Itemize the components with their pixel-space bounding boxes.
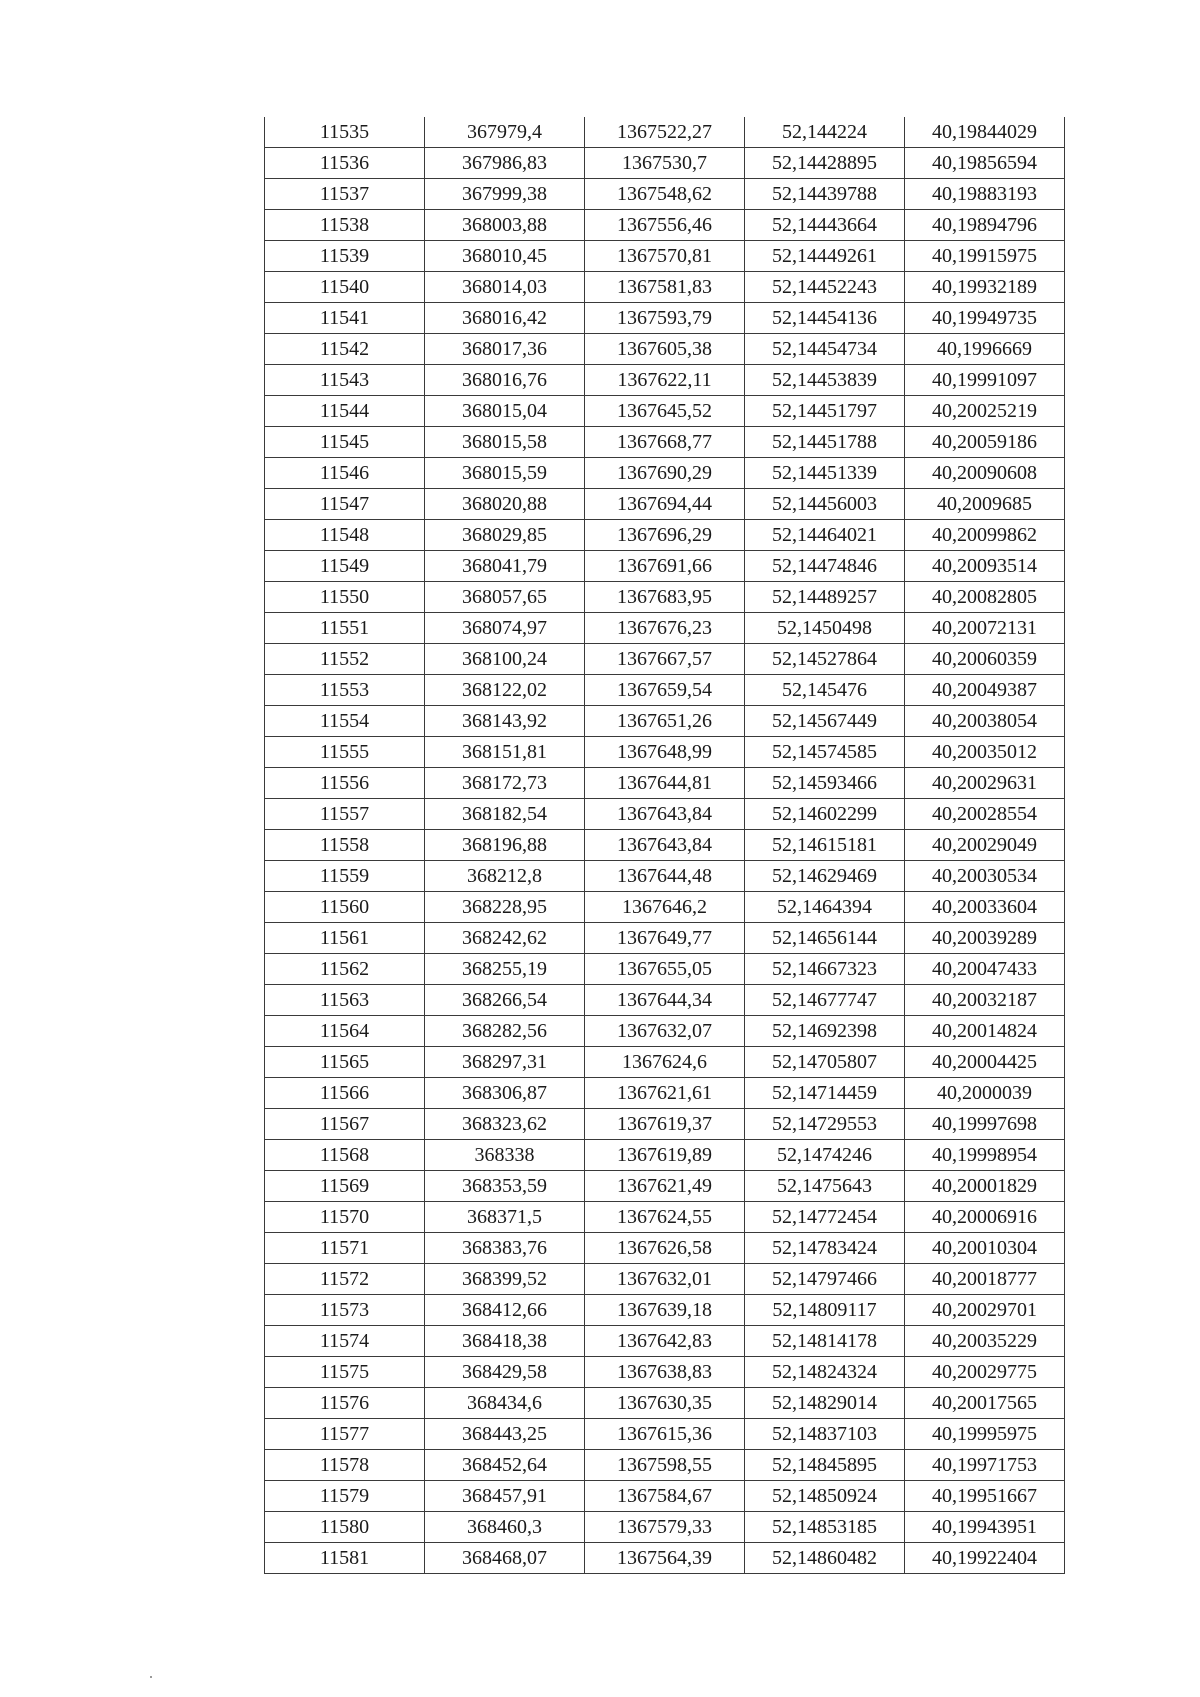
- point-number-cell: 11546: [265, 458, 425, 489]
- y-coordinate-cell: 1367643,84: [585, 830, 745, 861]
- longitude-cell: 40,20029701: [905, 1295, 1065, 1326]
- x-coordinate-cell: 368371,5: [425, 1202, 585, 1233]
- longitude-cell: 40,20049387: [905, 675, 1065, 706]
- x-coordinate-cell: 368212,8: [425, 861, 585, 892]
- point-number-cell: 11580: [265, 1512, 425, 1543]
- point-number-cell: 11541: [265, 303, 425, 334]
- point-number-cell: 11550: [265, 582, 425, 613]
- table-row: [265, 303, 1065, 334]
- latitude-cell: 52,14850924: [745, 1481, 905, 1512]
- latitude-cell: 52,14451788: [745, 427, 905, 458]
- table-row: [265, 954, 1065, 985]
- point-number-cell: 11581: [265, 1543, 425, 1574]
- table-row: [265, 613, 1065, 644]
- table-row: [265, 1047, 1065, 1078]
- latitude-cell: 52,14824324: [745, 1357, 905, 1388]
- point-number-cell: 11571: [265, 1233, 425, 1264]
- latitude-cell: 52,14489257: [745, 582, 905, 613]
- latitude-cell: 52,14714459: [745, 1078, 905, 1109]
- latitude-cell: 52,14860482: [745, 1543, 905, 1574]
- y-coordinate-cell: 1367639,18: [585, 1295, 745, 1326]
- point-number-cell: 11540: [265, 272, 425, 303]
- point-number-cell: 11565: [265, 1047, 425, 1078]
- x-coordinate-cell: 368010,45: [425, 241, 585, 272]
- point-number-cell: 11543: [265, 365, 425, 396]
- longitude-cell: 40,20099862: [905, 520, 1065, 551]
- latitude-cell: 52,14443664: [745, 210, 905, 241]
- table-row: [265, 210, 1065, 241]
- y-coordinate-cell: 1367622,11: [585, 365, 745, 396]
- x-coordinate-cell: 368282,56: [425, 1016, 585, 1047]
- y-coordinate-cell: 1367548,62: [585, 179, 745, 210]
- y-coordinate-cell: 1367644,34: [585, 985, 745, 1016]
- longitude-cell: 40,20032187: [905, 985, 1065, 1016]
- table-row: [265, 830, 1065, 861]
- point-number-cell: 11552: [265, 644, 425, 675]
- latitude-cell: 52,14428895: [745, 148, 905, 179]
- table-row: [265, 1481, 1065, 1512]
- x-coordinate-cell: 368015,58: [425, 427, 585, 458]
- longitude-cell: 40,20035012: [905, 737, 1065, 768]
- y-coordinate-cell: 1367593,79: [585, 303, 745, 334]
- longitude-cell: 40,19943951: [905, 1512, 1065, 1543]
- longitude-cell: 40,19949735: [905, 303, 1065, 334]
- table-row: [265, 737, 1065, 768]
- x-coordinate-cell: 368016,76: [425, 365, 585, 396]
- table-row: [265, 1078, 1065, 1109]
- table-row: [265, 1326, 1065, 1357]
- y-coordinate-cell: 1367579,33: [585, 1512, 745, 1543]
- point-number-cell: 11558: [265, 830, 425, 861]
- latitude-cell: 52,14454734: [745, 334, 905, 365]
- y-coordinate-cell: 1367648,99: [585, 737, 745, 768]
- x-coordinate-cell: 368015,59: [425, 458, 585, 489]
- latitude-cell: 52,14667323: [745, 954, 905, 985]
- x-coordinate-cell: 368266,54: [425, 985, 585, 1016]
- table-row: [265, 923, 1065, 954]
- latitude-cell: 52,14456003: [745, 489, 905, 520]
- table-row: [265, 1543, 1065, 1574]
- point-number-cell: 11560: [265, 892, 425, 923]
- x-coordinate-cell: 368460,3: [425, 1512, 585, 1543]
- latitude-cell: 52,14453839: [745, 365, 905, 396]
- point-number-cell: 11577: [265, 1419, 425, 1450]
- point-number-cell: 11563: [265, 985, 425, 1016]
- longitude-cell: 40,20029775: [905, 1357, 1065, 1388]
- table-row: [265, 1512, 1065, 1543]
- longitude-cell: 40,20047433: [905, 954, 1065, 985]
- point-number-cell: 11556: [265, 768, 425, 799]
- point-number-cell: 11557: [265, 799, 425, 830]
- point-number-cell: 11561: [265, 923, 425, 954]
- longitude-cell: 40,20029631: [905, 768, 1065, 799]
- longitude-cell: 40,20038054: [905, 706, 1065, 737]
- latitude-cell: 52,14593466: [745, 768, 905, 799]
- latitude-cell: 52,14439788: [745, 179, 905, 210]
- table-row: [265, 1264, 1065, 1295]
- y-coordinate-cell: 1367644,81: [585, 768, 745, 799]
- longitude-cell: 40,20010304: [905, 1233, 1065, 1264]
- table-row: [265, 551, 1065, 582]
- point-number-cell: 11562: [265, 954, 425, 985]
- point-number-cell: 11576: [265, 1388, 425, 1419]
- longitude-cell: 40,20072131: [905, 613, 1065, 644]
- table-row: [265, 582, 1065, 613]
- y-coordinate-cell: 1367668,77: [585, 427, 745, 458]
- y-coordinate-cell: 1367530,7: [585, 148, 745, 179]
- table-row: [265, 520, 1065, 551]
- y-coordinate-cell: 1367655,05: [585, 954, 745, 985]
- point-number-cell: 11574: [265, 1326, 425, 1357]
- x-coordinate-cell: 368434,6: [425, 1388, 585, 1419]
- y-coordinate-cell: 1367694,44: [585, 489, 745, 520]
- x-coordinate-cell: 368016,42: [425, 303, 585, 334]
- x-coordinate-cell: 368457,91: [425, 1481, 585, 1512]
- y-coordinate-cell: 1367564,39: [585, 1543, 745, 1574]
- longitude-cell: 40,20059186: [905, 427, 1065, 458]
- x-coordinate-cell: 368057,65: [425, 582, 585, 613]
- y-coordinate-cell: 1367676,23: [585, 613, 745, 644]
- point-number-cell: 11548: [265, 520, 425, 551]
- point-number-cell: 11547: [265, 489, 425, 520]
- y-coordinate-cell: 1367649,77: [585, 923, 745, 954]
- longitude-cell: 40,19971753: [905, 1450, 1065, 1481]
- y-coordinate-cell: 1367644,48: [585, 861, 745, 892]
- latitude-cell: 52,14692398: [745, 1016, 905, 1047]
- point-number-cell: 11568: [265, 1140, 425, 1171]
- table-row: [265, 427, 1065, 458]
- latitude-cell: 52,14814178: [745, 1326, 905, 1357]
- y-coordinate-cell: 1367626,58: [585, 1233, 745, 1264]
- point-number-cell: 11575: [265, 1357, 425, 1388]
- x-coordinate-cell: 368074,97: [425, 613, 585, 644]
- latitude-cell: 52,14474846: [745, 551, 905, 582]
- x-coordinate-cell: 368297,31: [425, 1047, 585, 1078]
- y-coordinate-cell: 1367598,55: [585, 1450, 745, 1481]
- x-coordinate-cell: 368015,04: [425, 396, 585, 427]
- longitude-cell: 40,19932189: [905, 272, 1065, 303]
- latitude-cell: 52,145476: [745, 675, 905, 706]
- latitude-cell: 52,14451797: [745, 396, 905, 427]
- latitude-cell: 52,1474246: [745, 1140, 905, 1171]
- point-number-cell: 11567: [265, 1109, 425, 1140]
- table-row: [265, 1140, 1065, 1171]
- y-coordinate-cell: 1367556,46: [585, 210, 745, 241]
- table-row: [265, 1419, 1065, 1450]
- table-row: [265, 179, 1065, 210]
- longitude-cell: 40,20004425: [905, 1047, 1065, 1078]
- point-number-cell: 11559: [265, 861, 425, 892]
- longitude-cell: 40,1996669: [905, 334, 1065, 365]
- latitude-cell: 52,14452243: [745, 272, 905, 303]
- latitude-cell: 52,14574585: [745, 737, 905, 768]
- y-coordinate-cell: 1367619,89: [585, 1140, 745, 1171]
- y-coordinate-cell: 1367632,01: [585, 1264, 745, 1295]
- longitude-cell: 40,19894796: [905, 210, 1065, 241]
- longitude-cell: 40,19995975: [905, 1419, 1065, 1450]
- y-coordinate-cell: 1367646,2: [585, 892, 745, 923]
- table-row: [265, 458, 1065, 489]
- longitude-cell: 40,20082805: [905, 582, 1065, 613]
- latitude-cell: 52,14615181: [745, 830, 905, 861]
- longitude-cell: 40,20014824: [905, 1016, 1065, 1047]
- point-number-cell: 11553: [265, 675, 425, 706]
- table-row: [265, 1016, 1065, 1047]
- y-coordinate-cell: 1367584,67: [585, 1481, 745, 1512]
- longitude-cell: 40,19915975: [905, 241, 1065, 272]
- x-coordinate-cell: 368443,25: [425, 1419, 585, 1450]
- x-coordinate-cell: 368228,95: [425, 892, 585, 923]
- y-coordinate-cell: 1367615,36: [585, 1419, 745, 1450]
- x-coordinate-cell: 368383,76: [425, 1233, 585, 1264]
- y-coordinate-cell: 1367643,84: [585, 799, 745, 830]
- table-row: [265, 117, 1065, 148]
- x-coordinate-cell: 368020,88: [425, 489, 585, 520]
- y-coordinate-cell: 1367522,27: [585, 117, 745, 148]
- longitude-cell: 40,20093514: [905, 551, 1065, 582]
- longitude-cell: 40,20029049: [905, 830, 1065, 861]
- longitude-cell: 40,2000039: [905, 1078, 1065, 1109]
- point-number-cell: 11542: [265, 334, 425, 365]
- point-number-cell: 11570: [265, 1202, 425, 1233]
- longitude-cell: 40,20033604: [905, 892, 1065, 923]
- x-coordinate-cell: 368452,64: [425, 1450, 585, 1481]
- y-coordinate-cell: 1367667,57: [585, 644, 745, 675]
- latitude-cell: 52,14677747: [745, 985, 905, 1016]
- scan-speck: [150, 1676, 152, 1678]
- point-number-cell: 11549: [265, 551, 425, 582]
- longitude-cell: 40,20030534: [905, 861, 1065, 892]
- x-coordinate-cell: 368143,92: [425, 706, 585, 737]
- point-number-cell: 11551: [265, 613, 425, 644]
- latitude-cell: 52,14829014: [745, 1388, 905, 1419]
- y-coordinate-cell: 1367651,26: [585, 706, 745, 737]
- point-number-cell: 11579: [265, 1481, 425, 1512]
- x-coordinate-cell: 368412,66: [425, 1295, 585, 1326]
- x-coordinate-cell: 368182,54: [425, 799, 585, 830]
- point-number-cell: 11536: [265, 148, 425, 179]
- x-coordinate-cell: 368003,88: [425, 210, 585, 241]
- y-coordinate-cell: 1367659,54: [585, 675, 745, 706]
- x-coordinate-cell: 368242,62: [425, 923, 585, 954]
- point-number-cell: 11555: [265, 737, 425, 768]
- x-coordinate-cell: 367999,38: [425, 179, 585, 210]
- table-row: [265, 241, 1065, 272]
- point-number-cell: 11573: [265, 1295, 425, 1326]
- x-coordinate-cell: 368429,58: [425, 1357, 585, 1388]
- x-coordinate-cell: 368468,07: [425, 1543, 585, 1574]
- longitude-cell: 40,19922404: [905, 1543, 1065, 1574]
- y-coordinate-cell: 1367638,83: [585, 1357, 745, 1388]
- latitude-cell: 52,14705807: [745, 1047, 905, 1078]
- table-row: [265, 706, 1065, 737]
- x-coordinate-cell: 368122,02: [425, 675, 585, 706]
- x-coordinate-cell: 368172,73: [425, 768, 585, 799]
- longitude-cell: 40,20039289: [905, 923, 1065, 954]
- point-number-cell: 11566: [265, 1078, 425, 1109]
- x-coordinate-cell: 368418,38: [425, 1326, 585, 1357]
- latitude-cell: 52,14527864: [745, 644, 905, 675]
- coordinates-table-body: [265, 117, 1065, 1574]
- table-row: [265, 1202, 1065, 1233]
- longitude-cell: 40,19856594: [905, 148, 1065, 179]
- y-coordinate-cell: 1367645,52: [585, 396, 745, 427]
- table-row: [265, 861, 1065, 892]
- table-row: [265, 768, 1065, 799]
- point-number-cell: 11578: [265, 1450, 425, 1481]
- longitude-cell: 40,20018777: [905, 1264, 1065, 1295]
- longitude-cell: 40,20060359: [905, 644, 1065, 675]
- coordinates-table: [264, 117, 1065, 1574]
- latitude-cell: 52,14837103: [745, 1419, 905, 1450]
- longitude-cell: 40,19997698: [905, 1109, 1065, 1140]
- point-number-cell: 11539: [265, 241, 425, 272]
- latitude-cell: 52,1464394: [745, 892, 905, 923]
- table-row: [265, 1357, 1065, 1388]
- table-row: [265, 644, 1065, 675]
- latitude-cell: 52,14845895: [745, 1450, 905, 1481]
- longitude-cell: 40,20035229: [905, 1326, 1065, 1357]
- y-coordinate-cell: 1367691,66: [585, 551, 745, 582]
- table-row: [265, 799, 1065, 830]
- latitude-cell: 52,1475643: [745, 1171, 905, 1202]
- x-coordinate-cell: 368151,81: [425, 737, 585, 768]
- table-row: [265, 1388, 1065, 1419]
- x-coordinate-cell: 368017,36: [425, 334, 585, 365]
- latitude-cell: 52,14853185: [745, 1512, 905, 1543]
- latitude-cell: 52,14449261: [745, 241, 905, 272]
- x-coordinate-cell: 368306,87: [425, 1078, 585, 1109]
- point-number-cell: 11569: [265, 1171, 425, 1202]
- table-row: [265, 489, 1065, 520]
- latitude-cell: 52,14567449: [745, 706, 905, 737]
- x-coordinate-cell: 368196,88: [425, 830, 585, 861]
- x-coordinate-cell: 368323,62: [425, 1109, 585, 1140]
- y-coordinate-cell: 1367570,81: [585, 241, 745, 272]
- point-number-cell: 11537: [265, 179, 425, 210]
- point-number-cell: 11554: [265, 706, 425, 737]
- table-row: [265, 1450, 1065, 1481]
- table-row: [265, 892, 1065, 923]
- x-coordinate-cell: 368100,24: [425, 644, 585, 675]
- table-row: [265, 1171, 1065, 1202]
- table-row: [265, 675, 1065, 706]
- table-row: [265, 272, 1065, 303]
- longitude-cell: 40,20017565: [905, 1388, 1065, 1419]
- point-number-cell: 11544: [265, 396, 425, 427]
- latitude-cell: 52,14602299: [745, 799, 905, 830]
- table-row: [265, 148, 1065, 179]
- longitude-cell: 40,20006916: [905, 1202, 1065, 1233]
- y-coordinate-cell: 1367690,29: [585, 458, 745, 489]
- point-number-cell: 11572: [265, 1264, 425, 1295]
- longitude-cell: 40,19998954: [905, 1140, 1065, 1171]
- table-row: [265, 1233, 1065, 1264]
- y-coordinate-cell: 1367683,95: [585, 582, 745, 613]
- y-coordinate-cell: 1367632,07: [585, 1016, 745, 1047]
- latitude-cell: 52,14797466: [745, 1264, 905, 1295]
- y-coordinate-cell: 1367624,6: [585, 1047, 745, 1078]
- table-row: [265, 1295, 1065, 1326]
- y-coordinate-cell: 1367696,29: [585, 520, 745, 551]
- point-number-cell: 11535: [265, 117, 425, 148]
- latitude-cell: 52,14772454: [745, 1202, 905, 1233]
- x-coordinate-cell: 367986,83: [425, 148, 585, 179]
- latitude-cell: 52,14783424: [745, 1233, 905, 1264]
- longitude-cell: 40,19951667: [905, 1481, 1065, 1512]
- x-coordinate-cell: 368029,85: [425, 520, 585, 551]
- y-coordinate-cell: 1367619,37: [585, 1109, 745, 1140]
- point-number-cell: 11545: [265, 427, 425, 458]
- x-coordinate-cell: 368041,79: [425, 551, 585, 582]
- latitude-cell: 52,1450498: [745, 613, 905, 644]
- table-row: [265, 985, 1065, 1016]
- x-coordinate-cell: 368338: [425, 1140, 585, 1171]
- y-coordinate-cell: 1367621,49: [585, 1171, 745, 1202]
- longitude-cell: 40,19883193: [905, 179, 1065, 210]
- x-coordinate-cell: 368255,19: [425, 954, 585, 985]
- longitude-cell: 40,20001829: [905, 1171, 1065, 1202]
- x-coordinate-cell: 368014,03: [425, 272, 585, 303]
- table-row: [265, 334, 1065, 365]
- x-coordinate-cell: 368353,59: [425, 1171, 585, 1202]
- latitude-cell: 52,14464021: [745, 520, 905, 551]
- latitude-cell: 52,14809117: [745, 1295, 905, 1326]
- x-coordinate-cell: 367979,4: [425, 117, 585, 148]
- longitude-cell: 40,2009685: [905, 489, 1065, 520]
- y-coordinate-cell: 1367630,35: [585, 1388, 745, 1419]
- longitude-cell: 40,20028554: [905, 799, 1065, 830]
- y-coordinate-cell: 1367581,83: [585, 272, 745, 303]
- table-row: [265, 365, 1065, 396]
- latitude-cell: 52,14656144: [745, 923, 905, 954]
- longitude-cell: 40,20025219: [905, 396, 1065, 427]
- longitude-cell: 40,20090608: [905, 458, 1065, 489]
- point-number-cell: 11564: [265, 1016, 425, 1047]
- table-row: [265, 1109, 1065, 1140]
- latitude-cell: 52,144224: [745, 117, 905, 148]
- point-number-cell: 11538: [265, 210, 425, 241]
- y-coordinate-cell: 1367605,38: [585, 334, 745, 365]
- latitude-cell: 52,14451339: [745, 458, 905, 489]
- latitude-cell: 52,14454136: [745, 303, 905, 334]
- y-coordinate-cell: 1367642,83: [585, 1326, 745, 1357]
- latitude-cell: 52,14629469: [745, 861, 905, 892]
- longitude-cell: 40,19991097: [905, 365, 1065, 396]
- x-coordinate-cell: 368399,52: [425, 1264, 585, 1295]
- y-coordinate-cell: 1367624,55: [585, 1202, 745, 1233]
- longitude-cell: 40,19844029: [905, 117, 1065, 148]
- table-row: [265, 396, 1065, 427]
- latitude-cell: 52,14729553: [745, 1109, 905, 1140]
- y-coordinate-cell: 1367621,61: [585, 1078, 745, 1109]
